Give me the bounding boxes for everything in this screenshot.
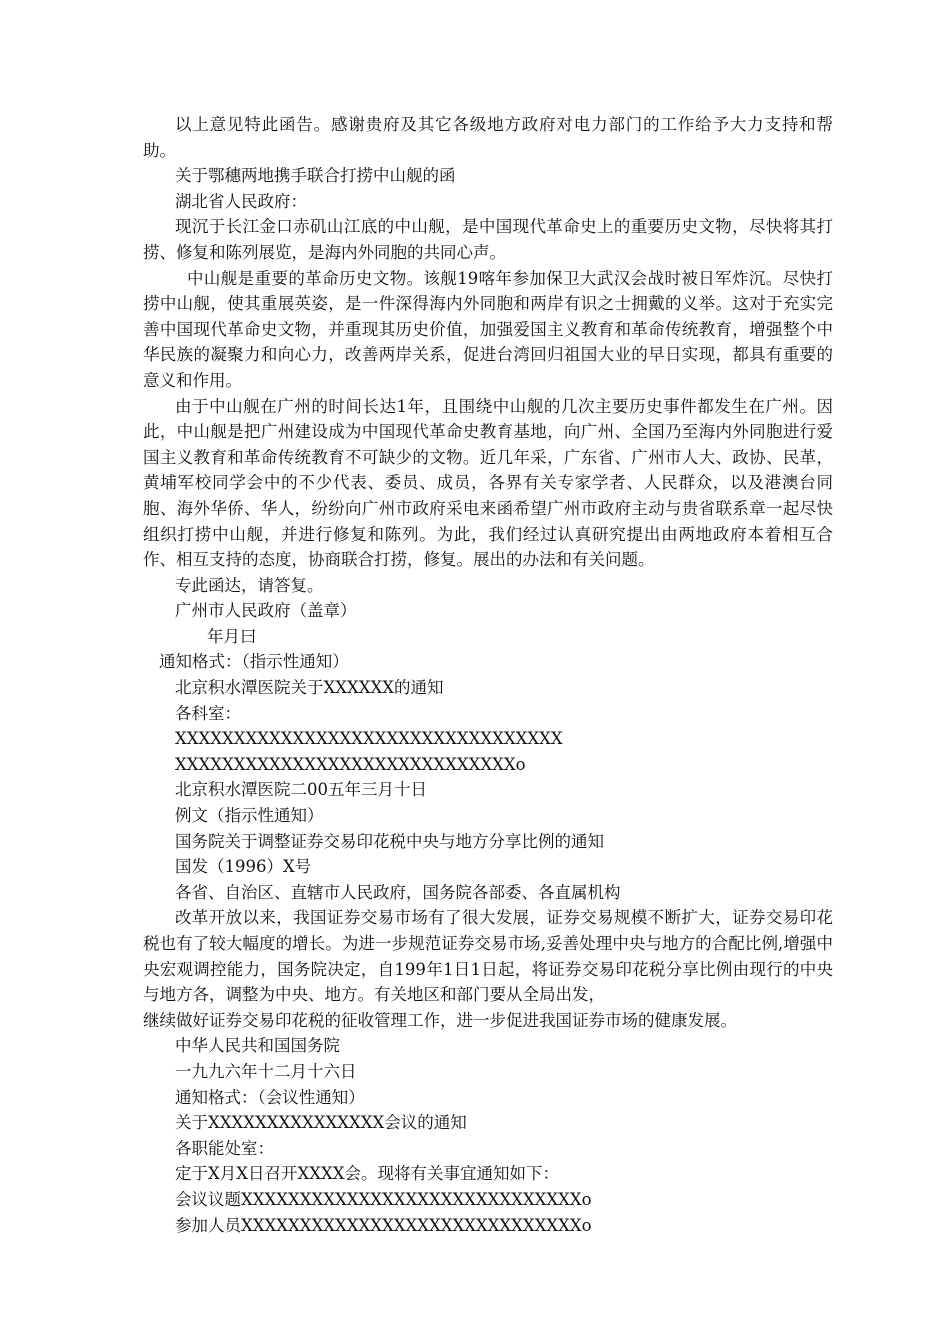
sender-signature: 广州市人民政府（盖章） [175, 601, 357, 621]
placeholder-line: XXXXXXXXXXXXXXXXXXXXXXXXXXXXXXXXX [175, 729, 563, 749]
document-body [143, 112, 833, 1238]
body-paragraph: 改革开放以来，我国证券交易市场有了很大发展，证券交易规模不断扩大，证券交易印花税也有了较大幅度的增长。为进一步规范证券交易市场,妥善处理中央与地方的合配比例,增强中央宏观调控能力，国务院决定，自199年1日1日起，将证券交易印花税分享比例由现行的中央与地方各，调整为中央、地方。有关地区和部门要从全局出发， [143, 908, 833, 1005]
body-paragraph: 中山舰是重要的革命历史文物。该舰19喀年参加保卫大武汉会战时被日军炸沉。尽快打捞中山舰，使其重展英姿，是一件深得海内外同胞和两岸有识之士拥戴的义举。这对于充实完善中国现代革命史文物，并重现其历史价值，加强爱国主义教育和革命传统教育，增强整个中华民族的凝聚力和向心力，改善两岸关系，促进台湾回归祖国大业的早日实现，都具有重要的意义和作用。 [143, 268, 833, 390]
notice-title: 国务院关于调整证券交易印花税中央与地方分享比例的通知 [175, 831, 604, 851]
notice-addressee: 各科室： [175, 703, 241, 723]
notice-title: 北京积水潭医院关于XXXXXX的通知 [175, 678, 444, 698]
letter-addressee: 湖北省人民政府： [175, 191, 307, 211]
placeholder-line: XXXXXXXXXXXXXXXXXXXXXXXXXXXXXo [175, 754, 526, 774]
body-paragraph-continued: 继续做好证券交易印花税的征收管理工作，进一步促进我国证券市场的健康发展。 [143, 1010, 737, 1030]
notice-intro: 定于X月X日召开XXXX会。现将有关事宜通知如下： [175, 1164, 559, 1184]
document-number: 国发（1996）X号 [175, 857, 312, 877]
notice-addressee: 各省、自治区、直辖市人民政府，国务院各部委、各直属机构 [175, 882, 621, 902]
body-paragraph: 由于中山舰在广州的时间长达1年，且围绕中山舰的几次主要历史事件都发生在广州。因此，中山舰是把广州建设成为中国现代革命史教育基地，向广州、全国乃至海内外同胞进行爱国主义教育和革命传统教育不可缺少的文物。近几年采，广东省、广州市人大、政协、民革，黄埔军校同学会中的不少代表、委员、成员，各界有关专家学者、人民群众，以及港澳台同胞、海外华侨、华人，纷纷向广州市政府采电来函希望广州市政府主动与贵省联系章一起尽快组织打捞中山舰，并进行修复和陈列。为此，我们经过认真研究提出由两地政府本着相互合作、相互支持的态度，协商联合打捞，修复。展出的办法和有关问题。 [143, 396, 833, 570]
issuer-signature: 中华人民共和国国务院 [175, 1036, 340, 1056]
notice-addressee: 各职能处室： [175, 1138, 274, 1158]
closing-request: 专此函达，请答复。 [175, 575, 324, 595]
body-paragraph: 现沉于长江金口赤矶山江底的中山舰，是中国现代革命史上的重要历史文物，尽快将其打捞、修复和陈列展览，是海内外同胞的共同心声。 [143, 217, 833, 262]
date-line: 年月曰 [207, 626, 257, 646]
issue-date: 一九九六年十二月十六日 [175, 1061, 357, 1081]
notice-title: 关于XXXXXXXXXXXXXXX会议的通知 [175, 1113, 467, 1133]
letter-title: 关于鄂穗两地携手联合打捞中山舰的函 [175, 166, 456, 186]
section-heading: 通知格式：（指示性通知） [159, 652, 349, 672]
meeting-topic: 会议议题XXXXXXXXXXXXXXXXXXXXXXXXXXXXXo [175, 1189, 592, 1209]
closing-paragraph: 以上意见特此函告。感谢贵府及其它各级地方政府对电力部门的工作给予大力支持和帮助。 [143, 115, 833, 160]
meeting-attendees: 参加人员XXXXXXXXXXXXXXXXXXXXXXXXXXXXXo [175, 1215, 592, 1235]
section-heading: 通知格式：（会议性通知） [175, 1087, 365, 1107]
notice-signature-date: 北京积水潭医院二00五年三月十日 [175, 780, 427, 800]
section-heading: 例文（指示性通知） [175, 806, 324, 826]
